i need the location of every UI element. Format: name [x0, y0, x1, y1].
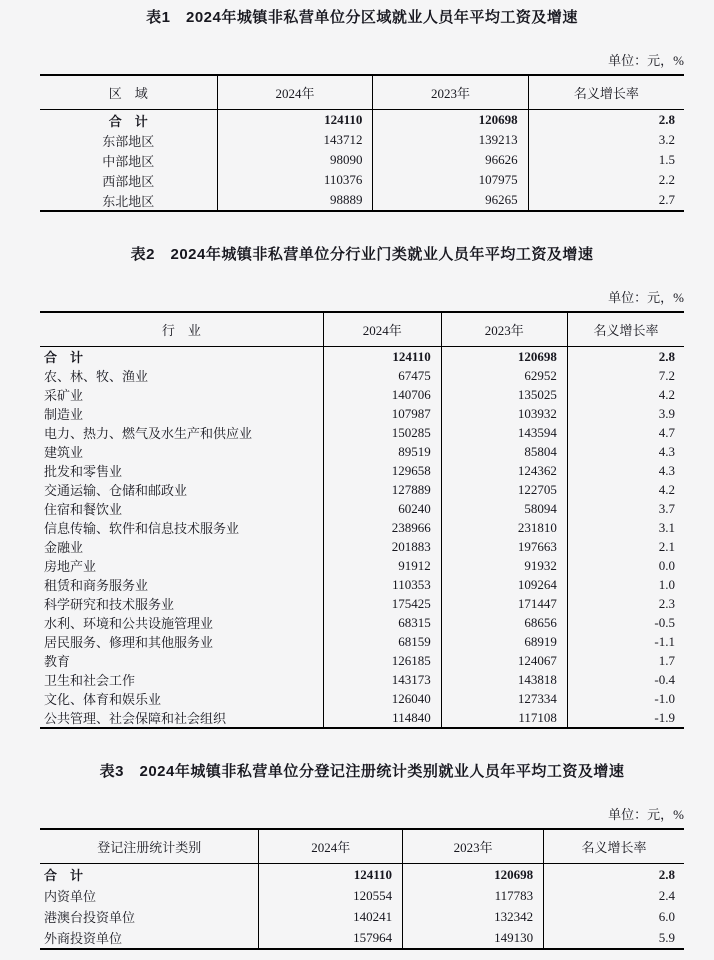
value-2024: 126040	[323, 689, 441, 708]
value-growth: -1.1	[654, 633, 675, 649]
table1-unit-label: 单位：元，%	[608, 53, 684, 68]
table-row	[40, 130, 684, 150]
value-growth: 4.2	[658, 481, 675, 497]
table-row	[40, 651, 684, 670]
document-page	[0, 9, 714, 950]
table-row	[40, 864, 684, 886]
row-label: 卫生和社会工作	[40, 670, 323, 689]
value-2023: 58094	[441, 499, 567, 518]
table-row	[40, 537, 684, 556]
value-2024: 98889	[217, 190, 373, 211]
value-2024: 68159	[323, 632, 441, 651]
column-header-registration-type: 登记注册统计类别	[40, 829, 259, 864]
table-row	[40, 670, 684, 689]
value-2024: 124110	[323, 347, 441, 367]
value-2023: 120698	[441, 347, 567, 367]
row-label: 东北地区	[40, 190, 217, 211]
table-registration-types	[40, 828, 684, 950]
table-header-row	[40, 75, 684, 110]
value-growth: 4.3	[658, 462, 675, 478]
table-row	[40, 708, 684, 728]
row-label: 合 计	[40, 110, 217, 131]
value-growth: 3.1	[658, 519, 675, 535]
value-2024: 143712	[217, 130, 373, 150]
row-label: 科学研究和技术服务业	[40, 594, 323, 613]
row-label: 外商投资单位	[40, 927, 259, 949]
value-2023: 197663	[441, 537, 567, 556]
value-2024: 98090	[217, 150, 373, 170]
value-2024: 89519	[323, 442, 441, 461]
row-label: 内资单位	[40, 885, 259, 906]
value-2023: 68656	[441, 613, 567, 632]
value-growth: 1.0	[658, 576, 675, 592]
value-2023: 68919	[441, 632, 567, 651]
value-2023: 124362	[441, 461, 567, 480]
column-header-2024: 2024年	[323, 312, 441, 347]
value-growth: 5.9	[658, 929, 675, 945]
row-label: 教育	[40, 651, 323, 670]
row-label: 西部地区	[40, 170, 217, 190]
row-label: 金融业	[40, 537, 323, 556]
value-growth: 2.3	[658, 595, 675, 611]
value-2023: 96265	[373, 190, 528, 211]
row-label: 房地产业	[40, 556, 323, 575]
row-label: 居民服务、修理和其他服务业	[40, 632, 323, 651]
column-header-2023: 2023年	[373, 75, 528, 110]
value-2024: 91912	[323, 556, 441, 575]
table-row	[40, 927, 684, 949]
value-growth: 2.2	[658, 172, 675, 187]
column-header-growth: 名义增长率	[528, 75, 684, 110]
value-growth: 0.0	[658, 557, 675, 573]
value-growth: -0.4	[654, 671, 675, 687]
value-growth: 2.4	[658, 887, 675, 903]
table-row	[40, 404, 684, 423]
row-label: 合 计	[40, 864, 259, 886]
value-2024: 201883	[323, 537, 441, 556]
table-row	[40, 499, 684, 518]
value-2023: 124067	[441, 651, 567, 670]
value-growth: 4.2	[658, 386, 675, 402]
table1-title: 表1 2024年城镇非私营单位分区域就业人员年平均工资及增速	[146, 9, 578, 26]
column-header-growth: 名义增长率	[567, 312, 684, 347]
row-label: 农、林、牧、渔业	[40, 366, 323, 385]
table-row	[40, 190, 684, 211]
value-2024: 129658	[323, 461, 441, 480]
table-regions	[40, 74, 684, 212]
table-row	[40, 347, 684, 367]
table-row	[40, 150, 684, 170]
value-growth: 1.5	[658, 152, 675, 167]
value-growth: -1.0	[654, 690, 675, 706]
value-2023: 171447	[441, 594, 567, 613]
value-growth: 6.0	[658, 908, 675, 924]
row-label: 交通运输、仓储和邮政业	[40, 480, 323, 499]
table-row	[40, 170, 684, 190]
value-2024: 140706	[323, 385, 441, 404]
value-2023: 96626	[373, 150, 528, 170]
value-2023: 91932	[441, 556, 567, 575]
value-2024: 114840	[323, 708, 441, 728]
value-growth: 1.7	[658, 652, 675, 668]
value-2023: 109264	[441, 575, 567, 594]
value-2023: 127334	[441, 689, 567, 708]
value-2024: 238966	[323, 518, 441, 537]
value-2023: 120698	[373, 110, 528, 131]
column-header-2023: 2023年	[441, 312, 567, 347]
value-2024: 120554	[259, 885, 403, 906]
value-growth: 4.3	[658, 443, 675, 459]
value-growth: 2.8	[658, 112, 675, 127]
value-2023: 62952	[441, 366, 567, 385]
table-industries	[40, 311, 684, 729]
table-row	[40, 385, 684, 404]
value-2023: 143818	[441, 670, 567, 689]
table-row	[40, 442, 684, 461]
value-2024: 140241	[259, 906, 403, 927]
row-label: 中部地区	[40, 150, 217, 170]
row-label: 住宿和餐饮业	[40, 499, 323, 518]
value-2023: 132342	[403, 906, 544, 927]
value-growth: 2.8	[658, 866, 675, 882]
column-header-2024: 2024年	[259, 829, 403, 864]
value-growth: 3.7	[658, 500, 675, 516]
row-label: 水利、环境和公共设施管理业	[40, 613, 323, 632]
row-label: 信息传输、软件和信息技术服务业	[40, 518, 323, 537]
row-label: 租赁和商务服务业	[40, 575, 323, 594]
row-label: 公共管理、社会保障和社会组织	[40, 708, 323, 728]
table2-title: 表2 2024年城镇非私营单位分行业门类就业人员年平均工资及增速	[130, 246, 594, 263]
value-2024: 126185	[323, 651, 441, 670]
value-2024: 157964	[259, 927, 403, 949]
table-row	[40, 556, 684, 575]
table-row	[40, 632, 684, 651]
value-2023: 143594	[441, 423, 567, 442]
value-growth: 7.2	[658, 367, 675, 383]
value-growth: 2.8	[658, 348, 675, 364]
value-2023: 122705	[441, 480, 567, 499]
column-header-growth: 名义增长率	[544, 829, 684, 864]
value-2024: 143173	[323, 670, 441, 689]
column-header-2024: 2024年	[217, 75, 373, 110]
table3-unit-label: 单位：元，%	[608, 807, 684, 822]
value-growth: 3.2	[658, 132, 675, 147]
value-2024: 124110	[259, 864, 403, 886]
row-label: 建筑业	[40, 442, 323, 461]
table-header-row	[40, 829, 684, 864]
value-2023: 85804	[441, 442, 567, 461]
column-header-industry: 行 业	[40, 312, 323, 347]
value-2024: 107987	[323, 404, 441, 423]
table-row	[40, 575, 684, 594]
value-2024: 127889	[323, 480, 441, 499]
value-2024: 67475	[323, 366, 441, 385]
row-label: 电力、热力、燃气及水生产和供应业	[40, 423, 323, 442]
value-growth: -1.9	[654, 709, 675, 725]
value-2024: 124110	[217, 110, 373, 131]
table-row	[40, 885, 684, 906]
table3-title: 表3 2024年城镇非私营单位分登记注册统计类别就业人员年平均工资及增速	[99, 763, 625, 780]
row-label: 东部地区	[40, 130, 217, 150]
table-row	[40, 461, 684, 480]
value-2023: 117108	[441, 708, 567, 728]
value-growth: 2.1	[658, 538, 675, 554]
table2-unit-label: 单位：元，%	[608, 290, 684, 305]
row-label: 采矿业	[40, 385, 323, 404]
value-2023: 103932	[441, 404, 567, 423]
table-header-row	[40, 312, 684, 347]
value-growth: 3.9	[658, 405, 675, 421]
table-row	[40, 480, 684, 499]
value-growth: 2.7	[658, 192, 675, 207]
column-header-2023: 2023年	[403, 829, 544, 864]
row-label: 合 计	[40, 347, 323, 367]
value-2024: 60240	[323, 499, 441, 518]
row-label: 文化、体育和娱乐业	[40, 689, 323, 708]
table-row	[40, 613, 684, 632]
row-label: 港澳台投资单位	[40, 906, 259, 927]
table-row	[40, 366, 684, 385]
value-2024: 68315	[323, 613, 441, 632]
value-2023: 117783	[403, 885, 544, 906]
table-row	[40, 110, 684, 131]
table-row	[40, 689, 684, 708]
column-header-region: 区 域	[40, 75, 217, 110]
value-2023: 231810	[441, 518, 567, 537]
value-growth: -0.5	[654, 614, 675, 630]
table-row	[40, 518, 684, 537]
value-2023: 107975	[373, 170, 528, 190]
row-label: 制造业	[40, 404, 323, 423]
value-2024: 175425	[323, 594, 441, 613]
value-2024: 110376	[217, 170, 373, 190]
row-label: 批发和零售业	[40, 461, 323, 480]
value-2024: 110353	[323, 575, 441, 594]
value-2023: 139213	[373, 130, 528, 150]
value-2023: 149130	[403, 927, 544, 949]
value-growth: 4.7	[658, 424, 675, 440]
value-2023: 120698	[403, 864, 544, 886]
value-2023: 135025	[441, 385, 567, 404]
value-2024: 150285	[323, 423, 441, 442]
table-row	[40, 423, 684, 442]
table-row	[40, 906, 684, 927]
table-row	[40, 594, 684, 613]
